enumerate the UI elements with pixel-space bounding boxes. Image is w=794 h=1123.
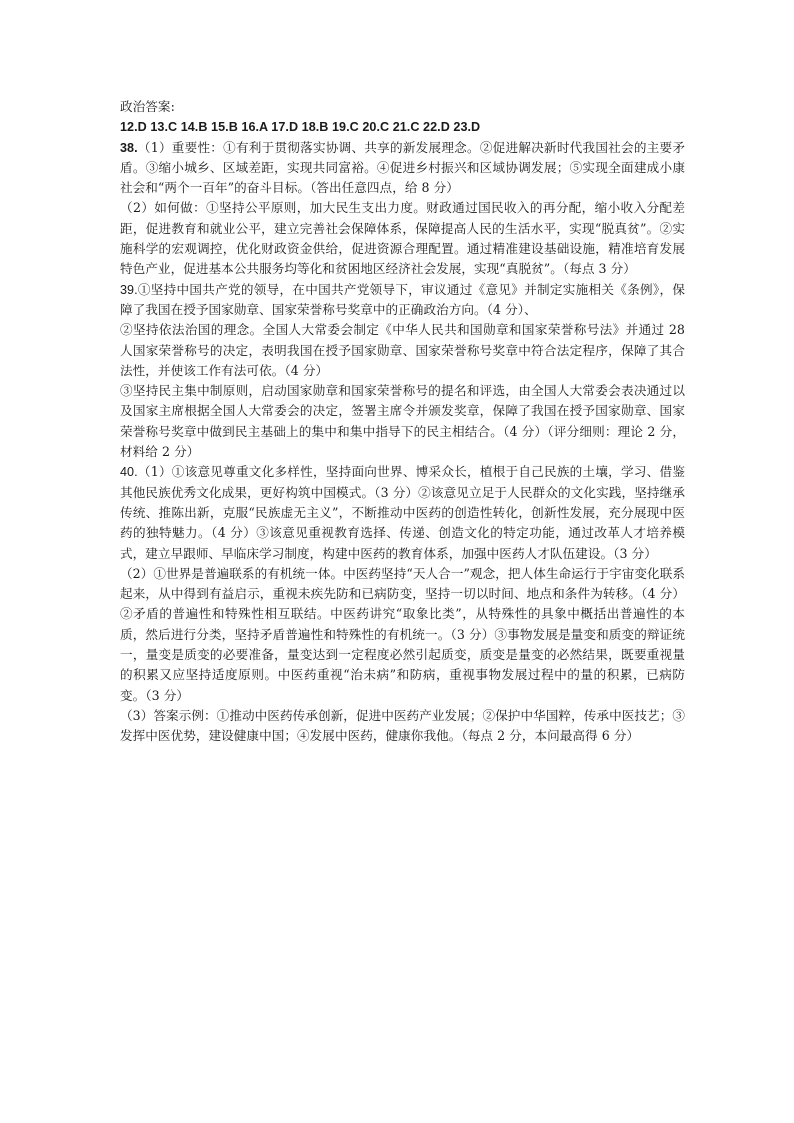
question-40-number: 40. <box>120 465 138 480</box>
question-38-number: 38. <box>120 140 138 155</box>
question-39-point-3: ③坚持民主集中制原则，启动国家勋章和国家荣誉称号的提名和评选，由全国人大常委会表决通过以及国家主席根据全国人大常委会的决定，签署主席令并颁发奖章，保障了我国在授予国家勋章、国家荣誉称号奖章中做到民主基础上的集中和集中指导下的民主相结合。（4 分）（评分细则：理论 2 分，材料给 2 分） <box>120 383 685 460</box>
page-title: 政治答案: <box>120 99 175 114</box>
question-40-part-1-text: （1）①该意见尊重文化多样性，坚持面向世界、博采众长，植根于自己民族的土壤，学习、借鉴其他民族优秀文化成果，更好构筑中国模式。（3 分）②该意见立足于人民群众的文化实践，坚持继承传统、推陈出新，克服“民族虚无主义”，不断推动中医药的创造性转化，创新性发展，充分展现中医药的独特魅力。（4 分）③该意见重视教育选择、传递、创造文化的特定功能，通过改革人才培养模式，建立早跟师、早临床学习制度，构建中医药的教育体系，加强中医药人才队伍建设。（3 分） <box>120 464 685 561</box>
question-40-part-1 <box>120 462 685 563</box>
question-40-part-3: （3）答案示例：①推动中医药传承创新，促进中医药产业发展；②保护中华国粹，传承中医技艺；③发挥中医优势，建设健康中国；④发展中医药，健康你我他。（每点 2 分，本问最高得 6 分） <box>120 707 685 744</box>
question-39-point-1 <box>120 280 685 321</box>
choice-answers: 12.D 13.C 14.B 15.B 16.A 17.D 18.B 19.C 20.C 21.C 22.D 23.D <box>120 120 481 135</box>
question-40-part-2: （2）①世界是普遍联系的有机统一体。中医药坚持“天人合一”观念，把人体生命运行于宇宙变化联系起来，从中得到有益启示，重视未疾先防和已病防变，坚持一切以时间、地点和条件为转移。（4 分）②矛盾的普遍性和特殊性相互联结。中医药讲究“取象比类”，从特殊性的具象中概括出普遍性的本质，然后进行分类，坚持矛盾普遍性和特殊性的有机统一。（3 分）③事物发展是量变和质变的辩证统一，量变是质变的必要准备，量变达到一定程度必然引起质变，质变是量变的必然结果，既要重视量的积累又应坚持适度原则。中医药重视“治未病”和防病，重视事物发展过程中的量的积累，已病防变。（3 分） <box>120 565 685 703</box>
question-38-part-1 <box>120 138 685 199</box>
question-39-point-1-text: ①坚持中国共产党的领导，在中国共产党领导下，审议通过《意见》并制定实施相关《条例》，保障了我国在授予国家勋章、国家荣誉称号奖章中的正确政治方向。（4 分）、 <box>120 281 685 317</box>
answer-key <box>120 97 685 747</box>
question-38-part-1-text: （1）重要性：①有利于贯彻落实协调、共享的新发展理念。②促进解决新时代我国社会的主要矛盾。③缩小城乡、区域差距，实现共同富裕。④促进乡村振兴和区域协调发展；⑤实现全面建成小康社会和“两个一百年”的奋斗目标。（答出任意四点，给 8 分） <box>120 139 685 196</box>
question-38-part-2: （2）如何做：①坚持公平原则，加大民生支出力度。财政通过国民收入的再分配，缩小收入分配差距，促进教育和就业公平，建立完善社会保障体系，保障提高人民的生活水平，实现“脱真贫”。②实施科学的宏观调控，优化财政资金供给，促进资源合理配置。通过精准建设基础设施，精准培育发展特色产业，促进基本公共服务均等化和贫困地区经济社会发展，实现“真脱贫”。（每点 3 分） <box>120 200 685 277</box>
question-39-number: 39. <box>120 282 138 297</box>
question-39-point-2: ②坚持依法治国的理念。全国人大常委会制定《中华人民共和国勋章和国家荣誉称号法》并通过 28 人国家荣誉称号的决定，表明我国在授予国家勋章、国家荣誉称号奖章中符合法定程序，保障了其合法性，并使该工作有法可依。（4 分） <box>120 322 685 378</box>
